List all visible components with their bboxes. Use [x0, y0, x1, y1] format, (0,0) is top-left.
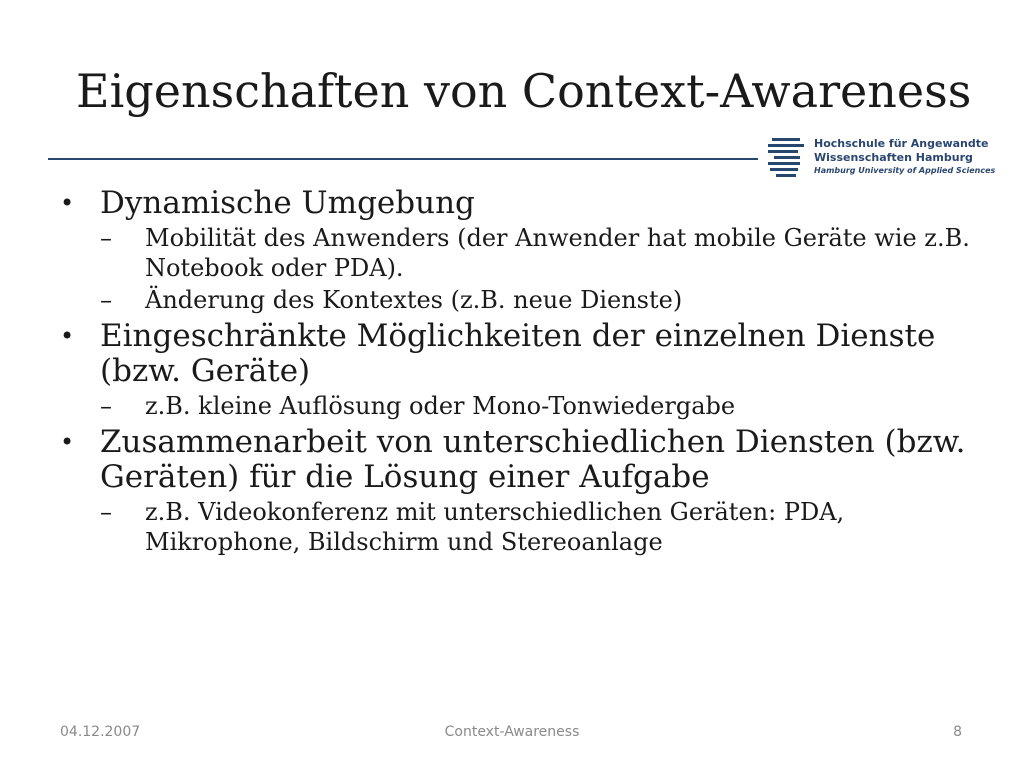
logo-line-3: Hamburg University of Applied Sciences [814, 166, 996, 175]
bullet-text: Eingeschränkte Möglichkeiten der einzelnen Dienste (bzw. Geräte) [100, 318, 936, 389]
sub-bullet-text: Mobilität des Anwenders (der Anwender hat mobile Geräte wie z.B. Notebook oder PDA). [145, 224, 970, 282]
title-underline [48, 158, 758, 160]
sub-bullet-marker: – [100, 286, 112, 314]
sub-bullet-item [60, 223, 990, 283]
footer-page-number: 8 [953, 724, 962, 740]
bullet-item [60, 425, 990, 495]
bullet-marker: • [60, 428, 75, 456]
sub-bullet-text: Änderung des Kontextes (z.B. neue Dienste) [145, 286, 683, 314]
sub-bullet-text: z.B. kleine Auflösung oder Mono-Tonwiedergabe [145, 392, 736, 420]
sub-bullet-text: z.B. Videokonferenz mit unterschiedlichen Geräten: PDA, Mikrophone, Bildschirm und Stereoanlage [145, 498, 845, 556]
slide-title: Eigenschaften von Context-Awareness [76, 64, 972, 118]
sub-bullet-marker: – [100, 224, 112, 252]
bullet-list [60, 182, 990, 559]
university-logo [768, 138, 1008, 180]
sub-bullet-item [60, 285, 990, 315]
bullet-item [60, 319, 990, 389]
sub-bullet-marker: – [100, 392, 112, 420]
bullet-text: Zusammenarbeit von unterschiedlichen Diensten (bzw. Geräten) für die Lösung einer Aufgabe [100, 424, 966, 495]
bullet-item [60, 186, 990, 221]
footer-title: Context-Awareness [444, 724, 580, 740]
bullet-marker: • [60, 189, 75, 217]
logo-line-1: Hochschule für Angewandte [814, 137, 989, 150]
logo-text [814, 137, 995, 176]
sub-bullet-marker: – [100, 498, 112, 526]
logo-line-2: Wissenschaften Hamburg [814, 151, 973, 164]
sub-bullet-item [60, 391, 990, 421]
footer-date: 04.12.2007 [60, 724, 141, 740]
logo-stripes-icon [768, 138, 804, 180]
bullet-text: Dynamische Umgebung [100, 185, 475, 221]
bullet-marker: • [60, 322, 75, 350]
sub-bullet-item [60, 497, 990, 557]
